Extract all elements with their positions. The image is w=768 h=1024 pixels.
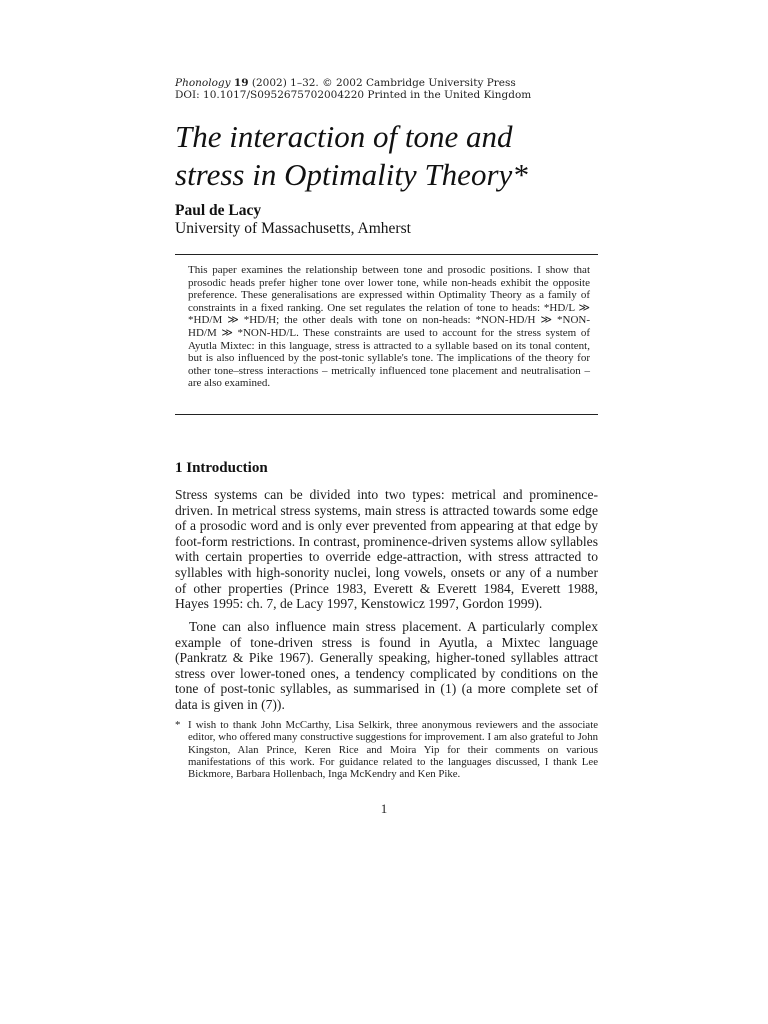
paper-title	[175, 118, 605, 194]
title-line-2: stress in Optimality Theory*	[175, 157, 528, 192]
abstract-top-rule	[175, 254, 598, 255]
body-paragraph-2: Tone can also influence main stress placement. A particularly complex example of tone-driven stress is found in Ayutla, a Mixtec language (Pankratz & Pike 1967). Generally speaking, higher-toned syllables attract stress over lower-toned ones, a tendency complicated by conditions on the tone of post-tonic syllables, as summarised in (1) (a more complete set of data is given in (7)).	[175, 619, 598, 712]
journal-header	[175, 77, 605, 101]
author-affiliation: University of Massachusetts, Amherst	[175, 220, 411, 237]
section-heading: 1 Introduction	[175, 460, 268, 476]
footnote-text: I wish to thank John McCarthy, Lisa Selkirk, three anonymous reviewers and the associate editor, who offered many constructive suggestions for improvement. I am also grateful to John Kingston, Alan Prince, Keren Rice and Moira Yip for their comments on various manifestations of this work. For guidance related to the languages discussed, I thank Lee Bickmore, Barbara Hollenbach, Inga McKendry and Ken Pike.	[188, 719, 598, 781]
author-name: Paul de Lacy	[175, 202, 262, 219]
title-line-1: The interaction of tone and	[175, 119, 513, 154]
footnote	[175, 719, 598, 780]
footnote-mark: *	[175, 719, 181, 731]
citation-line	[175, 77, 605, 89]
abstract-bottom-rule	[175, 414, 598, 415]
citation-details: (2002) 1–32. © 2002 Cambridge University Press	[251, 77, 516, 89]
journal-name: Phonology	[175, 77, 231, 89]
journal-volume: 19	[233, 77, 249, 89]
abstract-text: This paper examines the relationship between tone and prosodic positions. I show that prosodic heads prefer higher tone over lower tone, while non-heads exhibit the opposite preference. These generalisations are expressed within Optimality Theory as a family of constraints in a fixed ranking. One set regulates the relation of tone to heads: *HD/L ≫ *HD/M ≫ *HD/H; the other deals with tone on non-heads: *NON-HD/H ≫ *NON-HD/M ≫ *NON-HD/L. These constraints are used to account for the stress system of Ayutla Mixtec: in this language, stress is attracted to a syllable based on its tonal content, but is also influenced by the post-tonic syllable's tone. The implications of the theory for other tone–stress interactions – metrically influenced tone placement and neutralisation – are also examined.	[188, 264, 590, 390]
page-number: 1	[380, 801, 388, 816]
doi-line: DOI: 10.1017/S0952675702004220 Printed in the United Kingdom	[175, 89, 532, 101]
body-paragraph-1: Stress systems can be divided into two types: metrical and prominence-driven. In metrical stress systems, main stress is attracted towards some edge of a prosodic word and is only ever prevented from appearing at that edge by foot-form restrictions. In contrast, prominence-driven systems allow syllables with certain properties to override edge-attraction, with stress attracted to syllables with high-sonority nuclei, long vowels, onsets or any of a number of other properties (Prince 1983, Everett & Everett 1984, Everett 1988, Hayes 1995: ch. 7, de Lacy 1997, Kenstowicz 1997, Gordon 1999).	[175, 487, 598, 612]
